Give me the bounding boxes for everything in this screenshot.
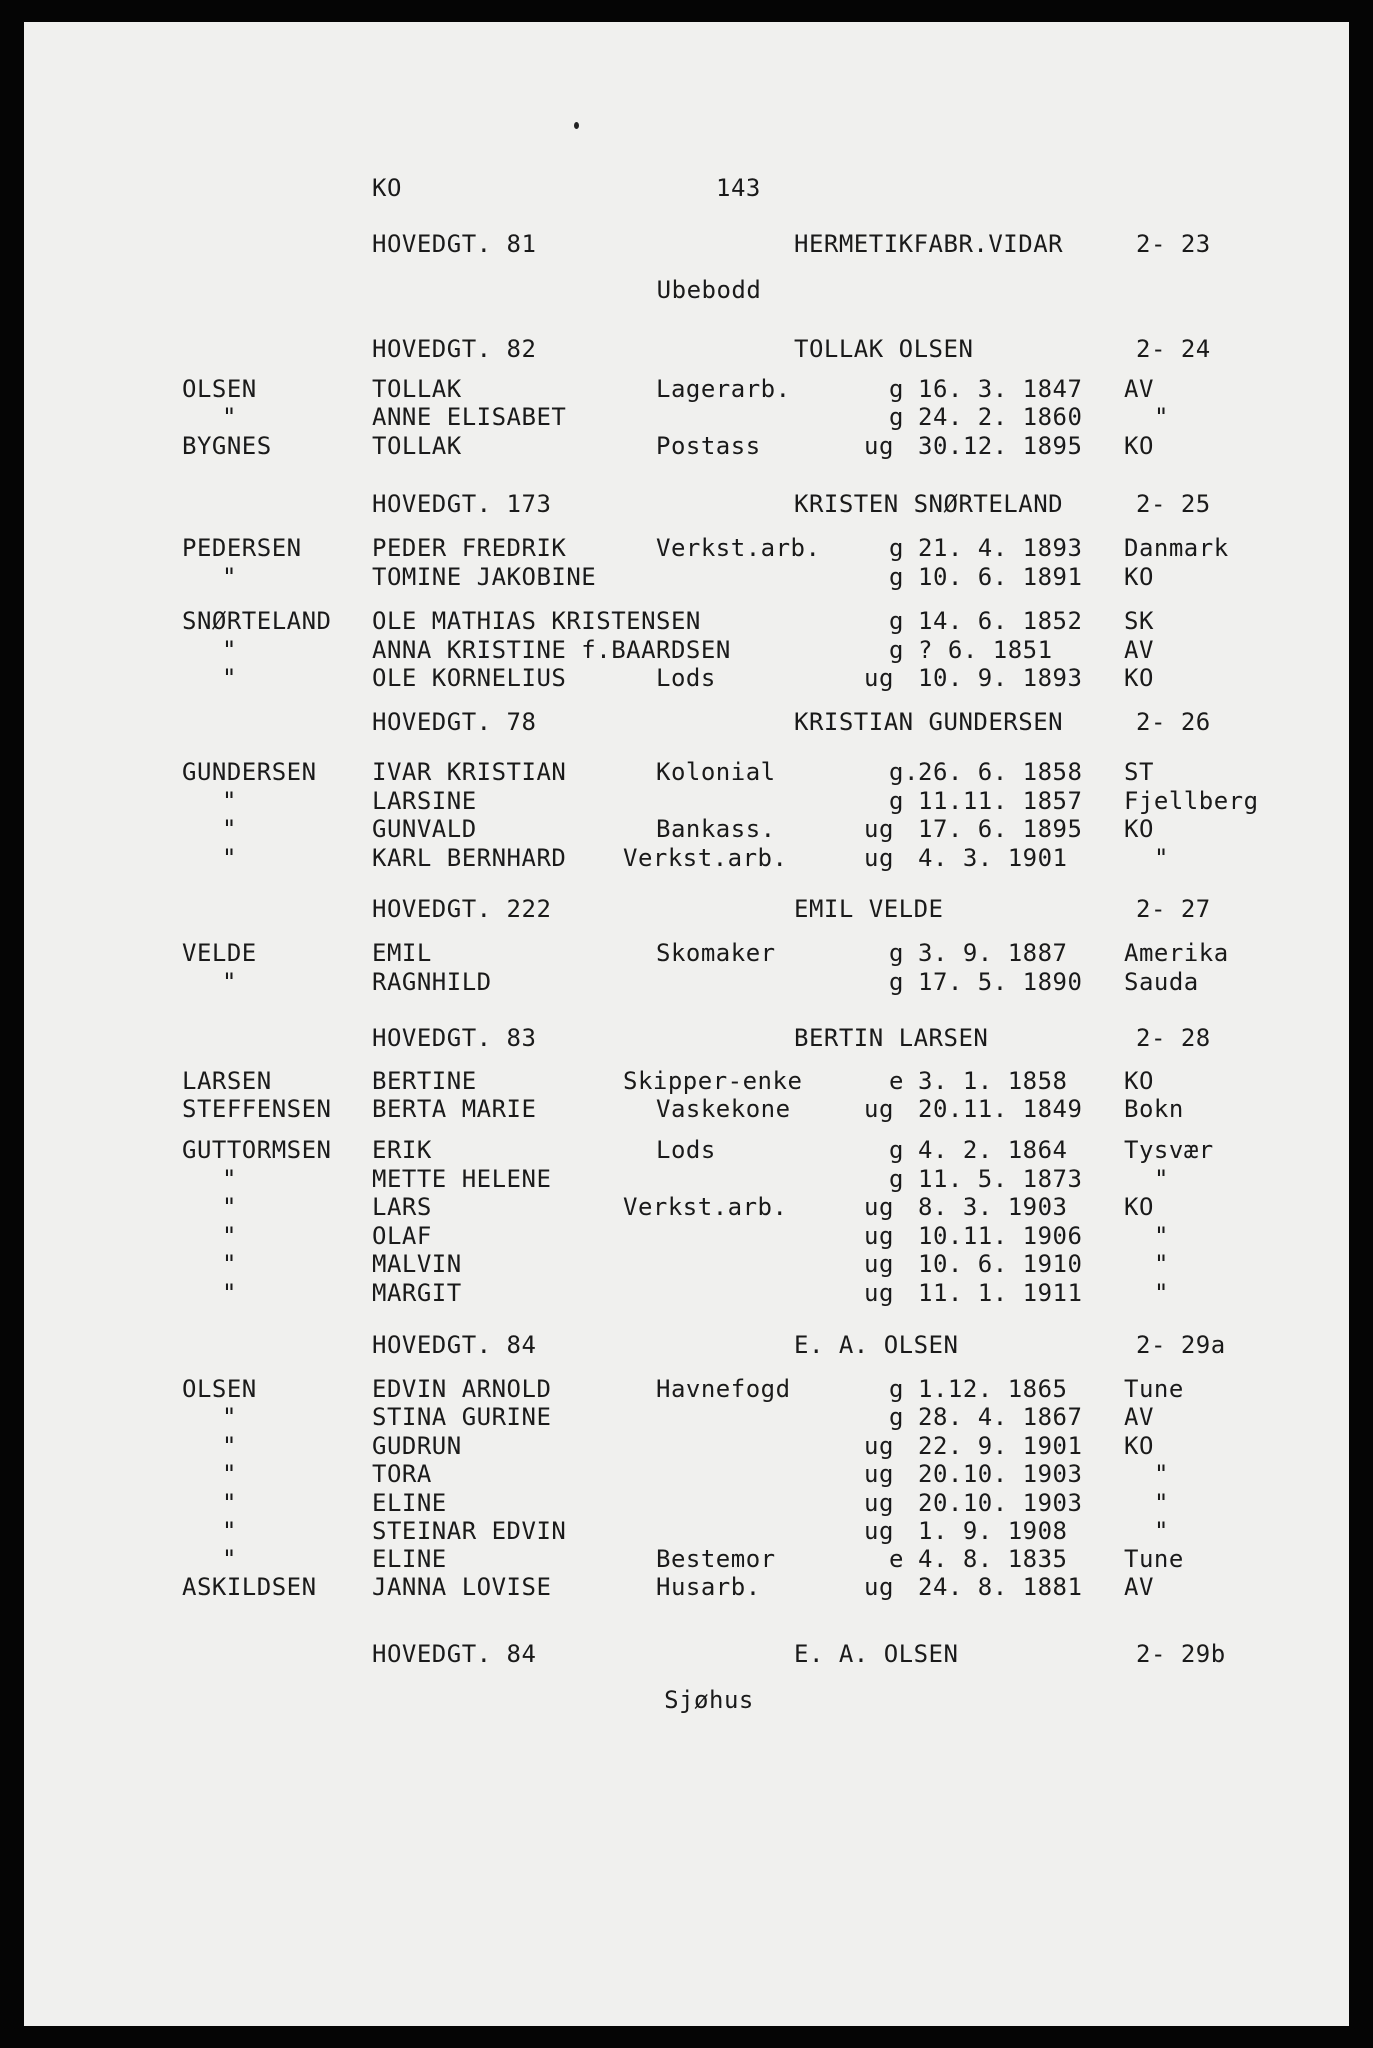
person-status: ug [864, 1432, 894, 1460]
person-surname: GUTTORMSEN [182, 1136, 332, 1164]
person-status: g [889, 636, 904, 664]
person-birthplace: Bokn [1124, 1095, 1184, 1123]
person-given-name: BERTINE [372, 1067, 477, 1095]
person-status: g [889, 939, 904, 967]
person-surname: BYGNES [182, 432, 272, 460]
person-birthplace: " [1154, 1165, 1169, 1193]
person-birth-date: 11. 5. 1873 [918, 1165, 1083, 1193]
person-given-name: JANNA LOVISE [372, 1573, 552, 1601]
header-left: KO [372, 174, 402, 202]
person-surname: " [222, 664, 237, 692]
person-status: ug [864, 432, 894, 460]
person-occupation: Skomaker [656, 939, 776, 967]
person-birthplace: AV [1124, 636, 1154, 664]
household-address: HOVEDGT. 84 [372, 1640, 537, 1668]
person-surname: " [222, 1545, 237, 1573]
person-birth-date: 10. 6. 1891 [918, 563, 1083, 591]
person-birth-date: 11.11. 1857 [918, 787, 1083, 815]
person-given-name: TOLLAK [372, 432, 462, 460]
person-given-name: ANNA KRISTINE f.BAARDSEN [372, 636, 731, 664]
person-given-name: OLE MATHIAS KRISTENSEN [372, 607, 701, 635]
person-status: ug [864, 1573, 894, 1601]
person-status: ug [864, 1095, 894, 1123]
person-surname: STEFFENSEN [182, 1095, 332, 1123]
person-occupation: Lagerarb. [656, 375, 791, 403]
household-address: HOVEDGT. 84 [372, 1331, 537, 1359]
household-note: Sjøhus [664, 1686, 754, 1714]
person-given-name: ELINE [372, 1545, 447, 1573]
person-surname: " [222, 1250, 237, 1278]
person-birthplace: AV [1124, 1573, 1154, 1601]
person-birthplace: AV [1124, 375, 1154, 403]
person-birthplace: " [1154, 844, 1169, 872]
person-given-name: BERTA MARIE [372, 1095, 537, 1123]
person-status: g [889, 1403, 904, 1431]
person-birthplace: ST [1124, 758, 1154, 786]
person-birthplace: KO [1124, 432, 1154, 460]
person-birth-date: 3. 1. 1858 [918, 1067, 1068, 1095]
person-birthplace: KO [1124, 1067, 1154, 1095]
person-birth-date: 4. 2. 1864 [918, 1136, 1068, 1164]
person-occupation: Vaskekone [656, 1095, 791, 1123]
person-status: g [889, 1165, 904, 1193]
person-surname: " [222, 403, 237, 431]
person-given-name: PEDER FREDRIK [372, 534, 567, 562]
person-given-name: STEINAR EDVIN [372, 1517, 567, 1545]
person-surname: VELDE [182, 939, 257, 967]
household-code: 2- 25 [1136, 490, 1211, 518]
household-owner: TOLLAK OLSEN [794, 335, 974, 363]
person-surname: " [222, 1165, 237, 1193]
person-status: g [889, 968, 904, 996]
person-birthplace: " [1154, 1279, 1169, 1307]
person-birthplace: KO [1124, 1432, 1154, 1460]
household-owner: BERTIN LARSEN [794, 1024, 989, 1052]
household-code: 2- 29a [1136, 1331, 1226, 1359]
person-birth-date: 10. 9. 1893 [918, 664, 1083, 692]
person-birthplace: " [1154, 1517, 1169, 1545]
person-birth-date: 3. 9. 1887 [918, 939, 1068, 967]
person-surname: " [222, 1517, 237, 1545]
person-status: g [889, 534, 904, 562]
person-given-name: OLE KORNELIUS [372, 664, 567, 692]
person-birthplace: SK [1124, 607, 1154, 635]
person-surname: " [222, 1279, 237, 1307]
person-birthplace: Tune [1124, 1545, 1184, 1573]
person-birthplace: Amerika [1124, 939, 1229, 967]
person-status: ug [864, 1279, 894, 1307]
person-birthplace: Sauda [1124, 968, 1199, 996]
person-surname: " [222, 815, 237, 843]
person-birth-date: 20.10. 1903 [918, 1489, 1083, 1517]
household-owner: KRISTEN SNØRTELAND [794, 490, 1064, 518]
person-occupation: Verkst.arb. [623, 844, 788, 872]
person-surname: " [222, 968, 237, 996]
person-status: g [889, 1375, 904, 1403]
person-birthplace: " [1154, 1460, 1169, 1488]
person-occupation: Bankass. [656, 815, 776, 843]
person-status: e [889, 1545, 904, 1573]
person-birth-date: 4. 8. 1835 [918, 1545, 1068, 1573]
person-status: g [889, 563, 904, 591]
household-code: 2- 26 [1136, 708, 1211, 736]
household-address: HOVEDGT. 78 [372, 708, 537, 736]
person-given-name: RAGNHILD [372, 968, 492, 996]
person-surname: SNØRTELAND [182, 607, 332, 635]
household-note: Ubebodd [656, 276, 762, 304]
person-surname: " [222, 1193, 237, 1221]
person-birth-date: 1. 9. 1908 [918, 1517, 1068, 1545]
person-birth-date: 30.12. 1895 [918, 432, 1083, 460]
person-occupation: Lods [656, 664, 716, 692]
person-status: g [889, 375, 904, 403]
person-occupation: Postass [656, 432, 761, 460]
person-given-name: MALVIN [372, 1250, 462, 1278]
person-given-name: LARS [372, 1193, 432, 1221]
household-owner: E. A. OLSEN [794, 1640, 959, 1668]
person-status: ug [864, 1250, 894, 1278]
person-birthplace: " [1154, 1222, 1169, 1250]
household-address: HOVEDGT. 83 [372, 1024, 537, 1052]
person-birth-date: 10. 6. 1910 [918, 1250, 1083, 1278]
person-status: ug [864, 1193, 894, 1221]
person-birth-date: 22. 9. 1901 [918, 1432, 1083, 1460]
person-birthplace: KO [1124, 815, 1154, 843]
household-owner: E. A. OLSEN [794, 1331, 959, 1359]
person-birthplace: Tysvær [1124, 1136, 1214, 1164]
person-status: g [889, 607, 904, 635]
person-birth-date: 21. 4. 1893 [918, 534, 1083, 562]
person-given-name: OLAF [372, 1222, 432, 1250]
person-surname: " [222, 1432, 237, 1460]
person-given-name: TORA [372, 1460, 432, 1488]
household-code: 2- 27 [1136, 895, 1211, 923]
person-given-name: IVAR KRISTIAN [372, 758, 567, 786]
person-birthplace: Fjellberg [1124, 787, 1259, 815]
person-birthplace: " [1154, 1250, 1169, 1278]
person-occupation: Lods [656, 1136, 716, 1164]
person-status: ug [864, 844, 894, 872]
person-surname: " [222, 844, 237, 872]
person-birth-date: 20.10. 1903 [918, 1460, 1083, 1488]
person-given-name: EDVIN ARNOLD [372, 1375, 552, 1403]
person-given-name: EMIL [372, 939, 432, 967]
person-status: g [889, 403, 904, 431]
person-birth-date: 24. 2. 1860 [918, 403, 1083, 431]
person-birth-date: 17. 6. 1895 [918, 815, 1083, 843]
person-surname: ASKILDSEN [182, 1573, 317, 1601]
person-status: e [889, 1067, 904, 1095]
person-status: ug [864, 1517, 894, 1545]
person-occupation: Havnefogd [656, 1375, 791, 1403]
person-occupation: Bestemor [656, 1545, 776, 1573]
person-birth-date: 20.11. 1849 [918, 1095, 1083, 1123]
person-given-name: TOLLAK [372, 375, 462, 403]
person-surname: " [222, 1222, 237, 1250]
person-occupation: Verkst.arb. [656, 534, 821, 562]
person-birth-date: 1.12. 1865 [918, 1375, 1068, 1403]
person-occupation: Verkst.arb. [623, 1193, 788, 1221]
person-birthplace: AV [1124, 1403, 1154, 1431]
person-surname: PEDERSEN [182, 534, 302, 562]
person-surname: " [222, 1403, 237, 1431]
person-status: g. [889, 758, 919, 786]
household-owner: HERMETIKFABR.VIDAR [794, 230, 1064, 258]
person-birthplace: " [1154, 403, 1169, 431]
person-birth-date: 26. 6. 1858 [918, 758, 1083, 786]
person-surname: " [222, 1460, 237, 1488]
person-birth-date: 24. 8. 1881 [918, 1573, 1083, 1601]
person-birth-date: 17. 5. 1890 [918, 968, 1083, 996]
person-given-name: GUNVALD [372, 815, 477, 843]
person-occupation: Husarb. [656, 1573, 761, 1601]
household-address: HOVEDGT. 82 [372, 335, 537, 363]
person-birth-date: 8. 3. 1903 [918, 1193, 1068, 1221]
person-birth-date: 10.11. 1906 [918, 1222, 1083, 1250]
person-surname: " [222, 1489, 237, 1517]
person-surname: " [222, 787, 237, 815]
person-given-name: MARGIT [372, 1279, 462, 1307]
household-address: HOVEDGT. 222 [372, 895, 552, 923]
person-given-name: LARSINE [372, 787, 477, 815]
household-owner: EMIL VELDE [794, 895, 944, 923]
person-status: ug [864, 1489, 894, 1517]
page-number: 143 [716, 174, 761, 202]
person-birth-date: 14. 6. 1852 [918, 607, 1083, 635]
speck [574, 122, 579, 129]
person-status: ug [864, 1222, 894, 1250]
person-birthplace: Danmark [1124, 534, 1229, 562]
person-birth-date: ? 6. 1851 [918, 636, 1053, 664]
person-occupation: Skipper-enke [623, 1067, 803, 1095]
person-surname: " [222, 636, 237, 664]
person-status: g [889, 1136, 904, 1164]
person-status: ug [864, 664, 894, 692]
person-birthplace: KO [1124, 563, 1154, 591]
person-birthplace: Tune [1124, 1375, 1184, 1403]
person-given-name: KARL BERNHARD [372, 844, 567, 872]
person-birth-date: 11. 1. 1911 [918, 1279, 1083, 1307]
household-owner: KRISTIAN GUNDERSEN [794, 708, 1064, 736]
person-birthplace: KO [1124, 1193, 1154, 1221]
person-given-name: ANNE ELISABET [372, 403, 567, 431]
person-birthplace: KO [1124, 664, 1154, 692]
person-birthplace: " [1154, 1489, 1169, 1517]
person-surname: GUNDERSEN [182, 758, 317, 786]
document-page [24, 22, 1349, 2026]
person-birth-date: 16. 3. 1847 [918, 375, 1083, 403]
person-surname: OLSEN [182, 1375, 257, 1403]
person-status: ug [864, 815, 894, 843]
person-given-name: GUDRUN [372, 1432, 462, 1460]
person-status: g [889, 787, 904, 815]
household-address: HOVEDGT. 173 [372, 490, 552, 518]
person-occupation: Kolonial [656, 758, 776, 786]
person-given-name: METTE HELENE [372, 1165, 552, 1193]
person-surname: LARSEN [182, 1067, 272, 1095]
person-status: ug [864, 1460, 894, 1488]
person-surname: OLSEN [182, 375, 257, 403]
person-given-name: STINA GURINE [372, 1403, 552, 1431]
person-given-name: ERIK [372, 1136, 432, 1164]
person-given-name: ELINE [372, 1489, 447, 1517]
person-birth-date: 28. 4. 1867 [918, 1403, 1083, 1431]
household-code: 2- 24 [1136, 335, 1211, 363]
household-code: 2- 23 [1136, 230, 1211, 258]
person-given-name: TOMINE JAKOBINE [372, 563, 597, 591]
household-address: HOVEDGT. 81 [372, 230, 537, 258]
household-code: 2- 29b [1136, 1640, 1226, 1668]
household-code: 2- 28 [1136, 1024, 1211, 1052]
person-surname: " [222, 563, 237, 591]
person-birth-date: 4. 3. 1901 [918, 844, 1068, 872]
